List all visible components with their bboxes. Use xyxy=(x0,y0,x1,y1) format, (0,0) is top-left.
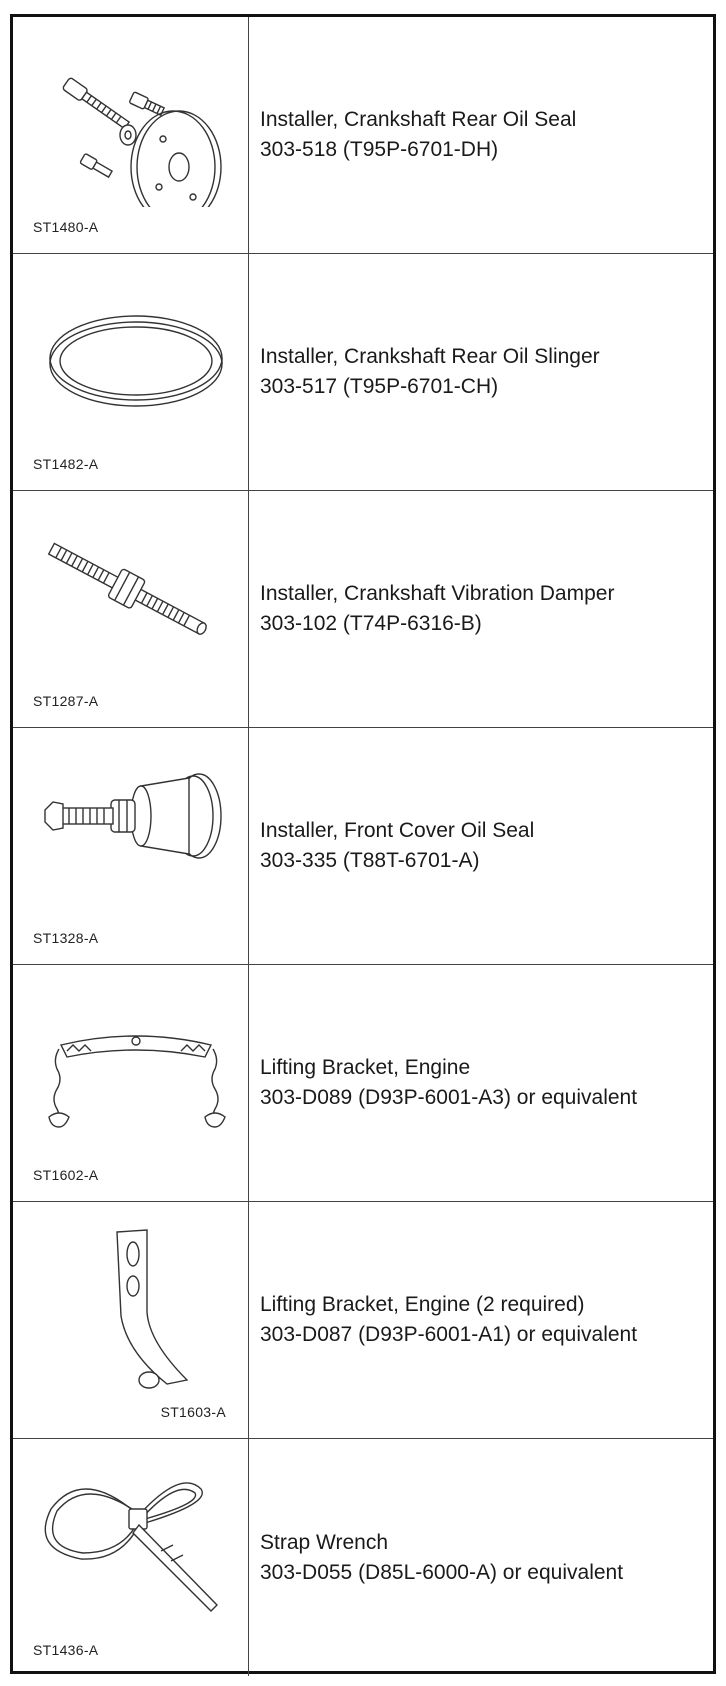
seal-installer-icon xyxy=(21,738,241,918)
tool-name: Lifting Bracket, Engine (2 required) xyxy=(260,1293,585,1316)
table-row xyxy=(13,491,713,728)
tool-illustration-cell xyxy=(13,254,249,490)
tool-illustration-cell xyxy=(13,1439,249,1676)
tool-description-cell xyxy=(260,965,709,1201)
lifting-bracket-icon xyxy=(21,1212,241,1392)
special-tools-table xyxy=(10,14,716,1674)
tool-number: 303-335 (T88T-6701-A) xyxy=(260,849,480,872)
figure-code: ST1436-A xyxy=(33,1642,99,1658)
tool-name: Strap Wrench xyxy=(260,1530,388,1554)
tool-name: Lifting Bracket, Engine xyxy=(260,1056,471,1079)
table-row xyxy=(13,1202,713,1439)
tool-description-cell xyxy=(260,17,709,253)
table-row xyxy=(13,1439,713,1676)
figure-code: ST1603-A xyxy=(160,1404,226,1420)
strap-wrench-icon xyxy=(21,1449,241,1629)
tool-number: 303-518 (T95P-6701-DH) xyxy=(260,138,499,161)
tool-description-cell xyxy=(260,1439,709,1676)
tool-description-cell xyxy=(260,728,709,964)
tool-number: 303-D055 (D85L-6000-A) or equivalent xyxy=(260,1560,624,1584)
tool-name: Installer, Crankshaft Rear Oil Seal xyxy=(260,108,577,131)
figure-code: ST1482-A xyxy=(33,456,99,472)
tool-illustration-cell xyxy=(13,17,249,253)
table-row xyxy=(13,17,713,254)
tool-illustration-cell xyxy=(13,728,249,964)
tool-number: 303-D089 (D93P-6001-A3) or equivalent xyxy=(260,1086,638,1109)
table-row xyxy=(13,254,713,491)
tool-illustration-cell xyxy=(13,1202,249,1438)
tool-name: Installer, Crankshaft Rear Oil Slinger xyxy=(260,345,600,368)
tool-number: 303-517 (T95P-6701-CH) xyxy=(260,375,499,398)
tool-illustration-cell xyxy=(13,965,249,1201)
tool-description-cell xyxy=(260,491,709,727)
tool-description-cell xyxy=(260,254,709,490)
tool-illustration-cell xyxy=(13,491,249,727)
table-row xyxy=(13,965,713,1202)
figure-code: ST1480-A xyxy=(33,219,99,235)
tool-number: 303-102 (T74P-6316-B) xyxy=(260,612,482,635)
oil-seal-installer-icon xyxy=(21,27,241,207)
oil-slinger-ring-icon xyxy=(21,264,241,444)
lifting-bracket-chain-icon xyxy=(21,975,241,1155)
tool-description-cell xyxy=(260,1202,709,1438)
tool-name: Installer, Front Cover Oil Seal xyxy=(260,819,535,842)
table-row xyxy=(13,728,713,965)
tool-number: 303-D087 (D93P-6001-A1) or equivalent xyxy=(260,1323,638,1346)
threaded-rod-icon xyxy=(21,501,241,681)
figure-code: ST1287-A xyxy=(33,693,99,709)
figure-code: ST1328-A xyxy=(33,930,99,946)
figure-code: ST1602-A xyxy=(33,1167,99,1183)
tool-name: Installer, Crankshaft Vibration Damper xyxy=(260,582,615,605)
